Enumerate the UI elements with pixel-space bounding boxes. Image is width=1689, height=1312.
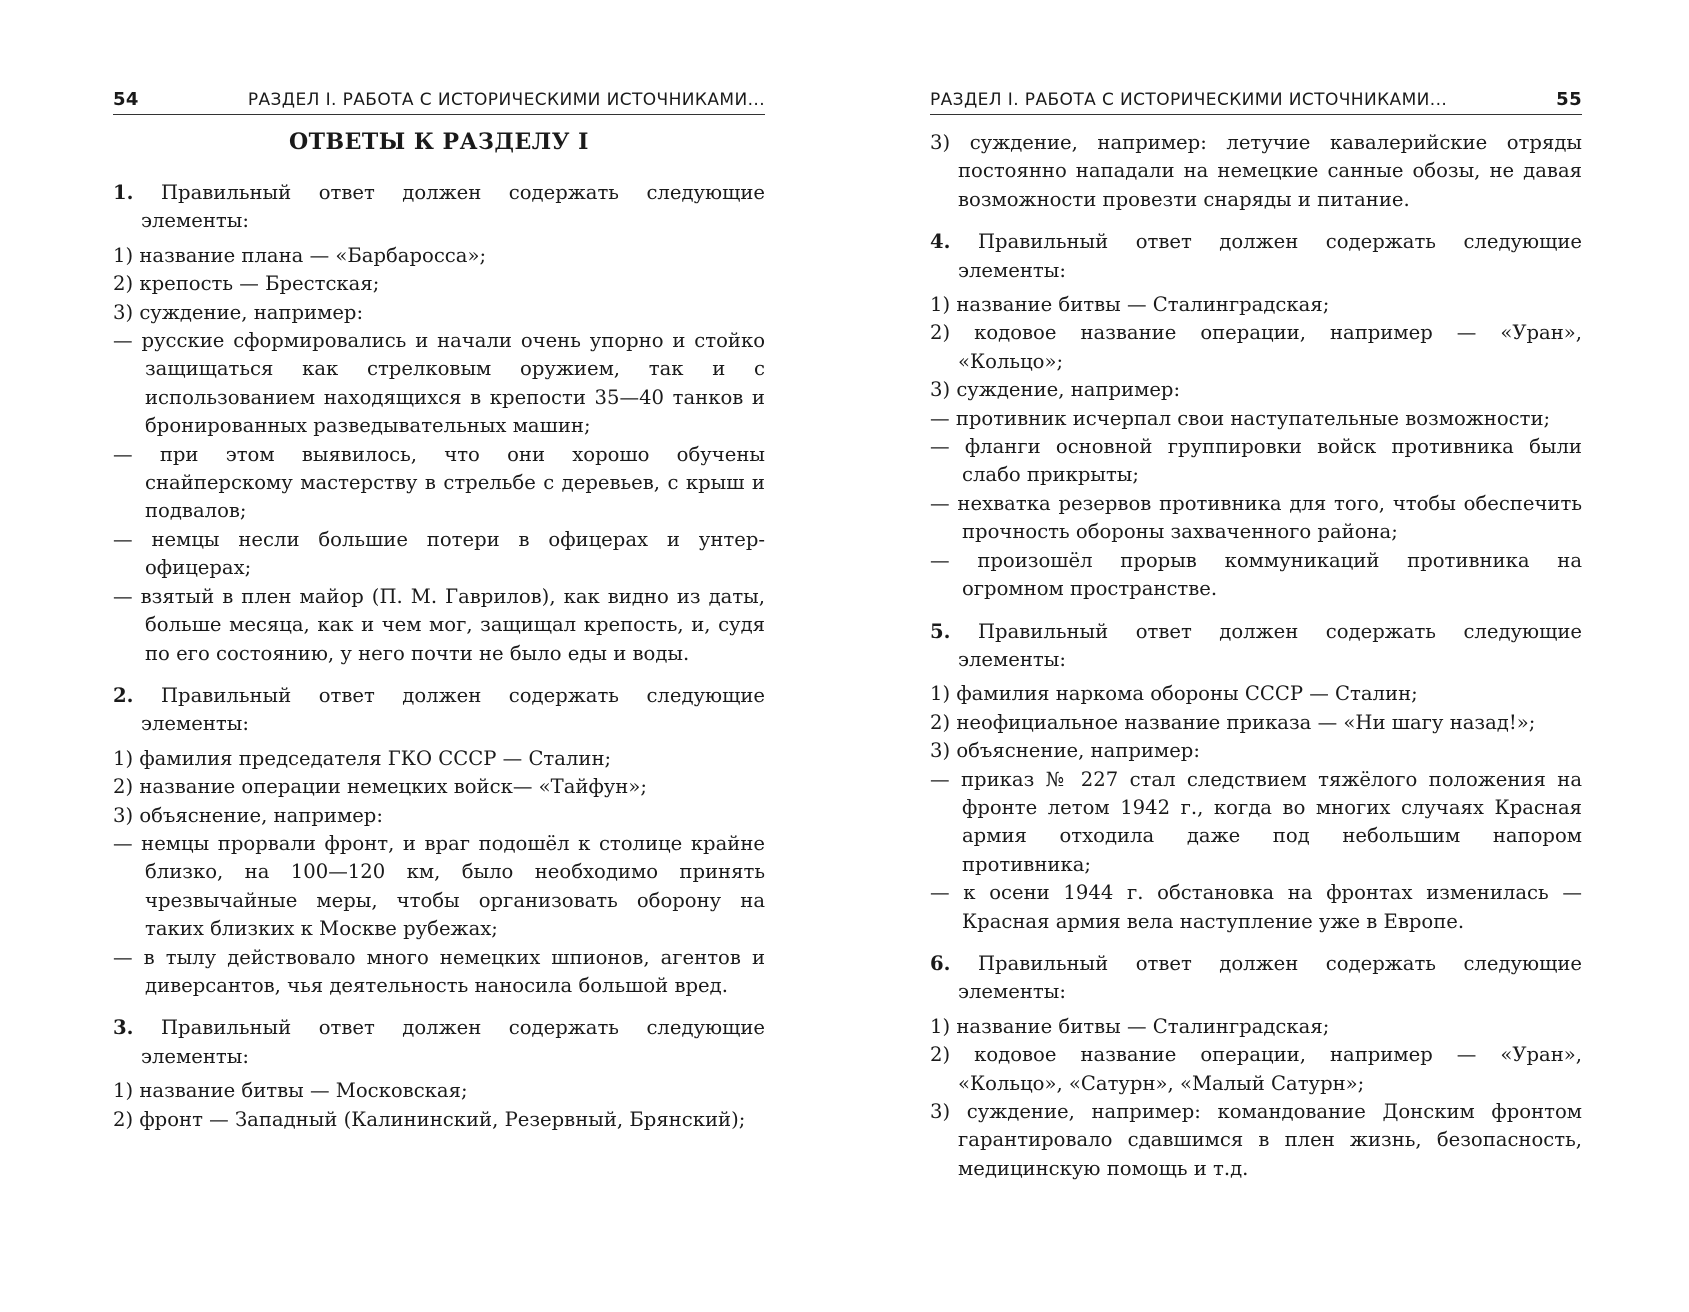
answer-intro: [113, 1014, 765, 1071]
answer-item: — произошёл прорыв коммуникаций противника на огромном пространстве.: [930, 548, 1582, 601]
answer-items: [113, 745, 765, 1001]
answer-item: 3) суждение, например: летучие кавалерийские отряды постоянно нападали на немецкие санные обозы, не давая возможности провезти снаряды и питание.: [930, 131, 1582, 211]
answer-intro: [930, 228, 1582, 285]
right-page-number: 55: [1556, 89, 1582, 110]
answer-item: — русские сформировались и начали очень упорно и стойко защищаться как стрелковым оружием, так и с использованием находящихся в крепости 35—40 танков и бронированных разведывательных машин;: [113, 329, 765, 438]
section-title: ОТВЕТЫ К РАЗДЕЛУ I: [289, 129, 589, 155]
continuation-items: [930, 129, 1582, 214]
answer-item: 2) кодовое название операции, например — «Уран», «Кольцо», «Сатурн», «Малый Сатурн»;: [930, 1043, 1582, 1095]
answer-item: — нехватка резервов противника для того, чтобы обеспечить прочность обороны захваченного района;: [930, 491, 1582, 544]
answer-item: 3) объяснение, например:: [113, 803, 383, 827]
answer-item: — приказ № 227 стал следствием тяжёлого положения на фронте летом 1942 г., когда во многих случаях Красная армия отходила даже под небольшим напором противника;: [930, 767, 1582, 876]
answer-intro: [113, 179, 765, 236]
answer-block: [930, 228, 1582, 603]
left-page-number: 54: [113, 89, 139, 110]
answer-items: [930, 1013, 1582, 1183]
right-page: [930, 84, 1582, 1197]
answer-item: — противник исчерпал свои наступательные возможности;: [930, 406, 1551, 430]
answer-items: [113, 1077, 765, 1134]
answer-item: 1) название битвы — Сталинградская;: [930, 293, 1330, 317]
answer-block: [930, 950, 1582, 1183]
answer-intro: [930, 950, 1582, 1007]
answer-item: — немцы несли большие потери в офицерах и унтер-офицерах;: [113, 527, 765, 580]
question-number: 4.: [930, 230, 951, 254]
answer-intro-text: Правильный ответ должен содержать следующие элементы:: [958, 951, 1582, 1004]
answer-intro: [930, 618, 1582, 675]
answer-item: 3) суждение, например:: [930, 378, 1181, 402]
left-page: [113, 84, 765, 1148]
right-running-head: [930, 84, 1582, 115]
answer-intro-text: Правильный ответ должен содержать следующие элементы:: [141, 181, 765, 233]
left-running-head: [113, 84, 765, 115]
left-running-head-text: РАЗДЕЛ I. РАБОТА С ИСТОРИЧЕСКИМИ ИСТОЧНИКАМИ...: [247, 90, 765, 110]
question-number: 5.: [930, 619, 951, 643]
answer-intro-text: Правильный ответ должен содержать следующие элементы:: [958, 619, 1582, 671]
answer-item: 3) суждение, например: командование Донским фронтом гарантировало сдавшимся в плен жизнь, безопасность, медицинскую помощь и т.д.: [930, 1100, 1582, 1180]
answer-item: 1) фамилия председателя ГКО СССР — Сталин;: [113, 746, 612, 770]
answer-item: 3) суждение, например:: [113, 300, 364, 324]
answer-intro-text: Правильный ответ должен содержать следующие элементы:: [141, 1016, 765, 1068]
answer-intro-text: Правильный ответ должен содержать следующие элементы:: [141, 683, 765, 736]
answer-items: [113, 242, 765, 668]
left-page-content: [113, 127, 765, 1134]
answer-item: 1) название плана — «Барбаросса»;: [113, 243, 487, 267]
answer-item: 2) крепость — Брестская;: [113, 272, 380, 296]
right-running-head-text: РАЗДЕЛ I. РАБОТА С ИСТОРИЧЕСКИМИ ИСТОЧНИКАМИ...: [930, 90, 1448, 110]
answer-item: — немцы прорвали фронт, и враг подошёл к столице крайне близко, на 100—120 км, было необходимо принять чрезвычайные меры, чтобы организовать оборону на таких близких к Москве рубежах;: [113, 831, 765, 941]
answer-block: [113, 179, 765, 668]
answer-intro: [113, 682, 765, 739]
answer-item: 2) фронт — Западный (Калининский, Резервный, Брянский);: [113, 1107, 746, 1131]
answer-item: — при этом выявилось, что они хорошо обучены снайперскому мастерству в стрельбе с деревьев, с крыш и подвалов;: [113, 442, 765, 523]
answer-item: — взятый в плен майор (П. М. Гаврилов), как видно из даты, больше месяца, как и чем мог, защищал крепость, и, судя по его состоянию, у него почти не было еды и воды.: [113, 584, 765, 665]
left-questions: [113, 179, 765, 1134]
question-number: 6.: [930, 951, 951, 975]
answer-item: — фланги основной группировки войск противника были слабо прикрыты;: [930, 435, 1582, 487]
question-number: 3.: [113, 1016, 134, 1040]
answer-item: — к осени 1944 г. обстановка на фронтах изменилась — Красная армия вела наступление уже в Европе.: [930, 881, 1582, 933]
answer-item: 1) фамилия наркома обороны СССР — Сталин;: [930, 682, 1418, 706]
answer-item: 2) название операции немецких войск— «Тайфун»;: [113, 775, 647, 799]
answer-items: [930, 291, 1582, 603]
answer-item: 2) неофициальное название приказа — «Ни шагу назад!»;: [930, 710, 1536, 734]
question-number: 1.: [113, 181, 134, 204]
answer-block: [113, 682, 765, 1000]
right-questions: [930, 228, 1582, 1183]
answer-item: — в тылу действовало много немецких шпионов, агентов и диверсантов, чья деятельность наносила большой вред.: [113, 945, 765, 997]
answer-intro-text: Правильный ответ должен содержать следующие элементы:: [958, 230, 1582, 282]
answer-items: [930, 680, 1582, 936]
answer-item: 3) объяснение, например:: [930, 739, 1200, 763]
answer-item: 2) кодовое название операции, например — «Уран», «Кольцо»;: [930, 321, 1582, 373]
answer-block: [930, 618, 1582, 936]
answer-item: 1) название битвы — Московская;: [113, 1079, 468, 1103]
answer-item: 1) название битвы — Сталинградская;: [930, 1014, 1330, 1038]
question-number: 2.: [113, 683, 134, 707]
right-page-content: [930, 129, 1582, 1183]
answer-block: [113, 1014, 765, 1134]
